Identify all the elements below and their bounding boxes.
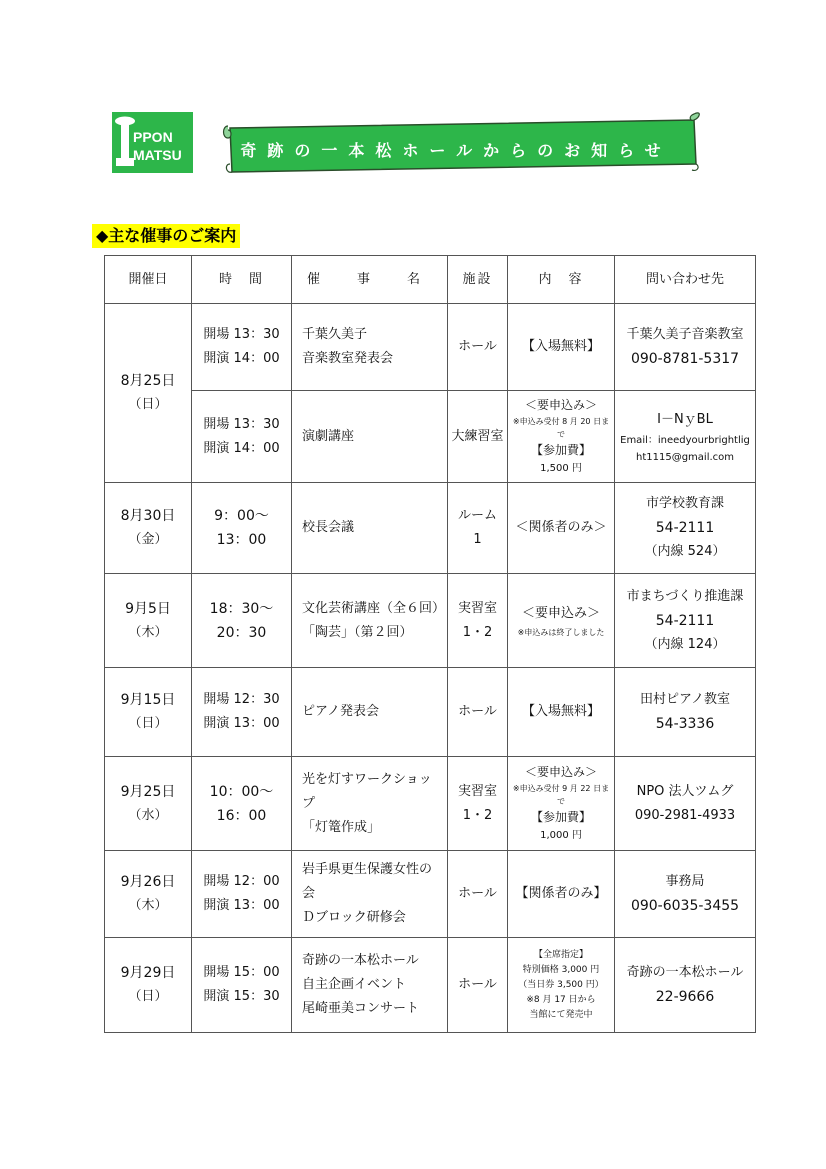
facility-cell: ホール bbox=[448, 304, 508, 391]
time-cell: 開場 12：00 開演 13：00 bbox=[192, 851, 292, 938]
facility-cell: ホール bbox=[448, 668, 508, 757]
time-cell: 開場 12：30 開演 13：00 bbox=[192, 668, 292, 757]
table-row bbox=[105, 668, 756, 757]
table-header-row bbox=[105, 256, 756, 304]
time-cell: 9：00～ 13：00 bbox=[192, 483, 292, 574]
contact-cell: 千葉久美子音楽教室 090-8781-5317 bbox=[615, 304, 756, 391]
facility-cell: 実習室 1・2 bbox=[448, 757, 508, 851]
date-cell: 9月5日 （木） bbox=[105, 574, 192, 668]
event-cell: 千葉久美子 音楽教室発表会 bbox=[292, 304, 448, 391]
content-cell: ＜関係者のみ＞ bbox=[508, 483, 615, 574]
time-cell: 10：00～ 16：00 bbox=[192, 757, 292, 851]
facility-cell: 大練習室 bbox=[448, 391, 508, 483]
header-time: 時 間 bbox=[192, 256, 292, 304]
table-row bbox=[105, 574, 756, 668]
date-cell: 9月25日 （水） bbox=[105, 757, 192, 851]
contact-cell: 田村ピアノ教室 54-3336 bbox=[615, 668, 756, 757]
content-cell: 【入場無料】 bbox=[508, 304, 615, 391]
header-content: 内 容 bbox=[508, 256, 615, 304]
contact-cell: 市学校教育課 54-2111 （内線 524） bbox=[615, 483, 756, 574]
announcement-banner bbox=[222, 112, 700, 178]
table-row bbox=[105, 757, 756, 851]
events-table bbox=[104, 255, 756, 1033]
content-cell: ＜要申込み＞ ※申込み受付 8 月 20 日まで 【参加費】 1,500 円 bbox=[508, 391, 615, 483]
table-row bbox=[105, 391, 756, 483]
table-row bbox=[105, 851, 756, 938]
contact-cell: 市まちづくり推進課 54-2111 （内線 124） bbox=[615, 574, 756, 668]
content-cell: 【入場無料】 bbox=[508, 668, 615, 757]
contact-cell: I－NｙBL Email：ineedyourbrightlig ht1115@gmail.com bbox=[615, 391, 756, 483]
section-heading: ◆主な催事のご案内 bbox=[92, 224, 240, 248]
logo-text-ppon: PPON bbox=[133, 129, 173, 145]
content-cell: ＜要申込み＞ ※申込みは終了しました bbox=[508, 574, 615, 668]
event-cell: 演劇講座 bbox=[292, 391, 448, 483]
contact-cell: NPO 法人ツムグ 090-2981-4933 bbox=[615, 757, 756, 851]
date-cell: 9月26日 （木） bbox=[105, 851, 192, 938]
table-row bbox=[105, 304, 756, 391]
time-cell: 開場 13：30 開演 14：00 bbox=[192, 304, 292, 391]
facility-cell: ルーム 1 bbox=[448, 483, 508, 574]
header-date: 開催日 bbox=[105, 256, 192, 304]
header-facility: 施設 bbox=[448, 256, 508, 304]
date-cell: 8月25日 （日） bbox=[105, 304, 192, 483]
event-cell: 校長会議 bbox=[292, 483, 448, 574]
event-cell: 岩手県更生保護女性の会 Ｄブロック研修会 bbox=[292, 851, 448, 938]
facility-cell: ホール bbox=[448, 851, 508, 938]
contact-cell: 奇跡の一本松ホール 22-9666 bbox=[615, 938, 756, 1033]
content-cell: 【関係者のみ】 bbox=[508, 851, 615, 938]
date-cell: 8月30日 （金） bbox=[105, 483, 192, 574]
logo-text-matsu: MATSU bbox=[133, 147, 182, 163]
contact-cell: 事務局 090-6035-3455 bbox=[615, 851, 756, 938]
pine-tree-one-icon bbox=[112, 112, 193, 173]
header-contact: 問い合わせ先 bbox=[615, 256, 756, 304]
event-cell: 光を灯すワークショップ 「灯篭作成」 bbox=[292, 757, 448, 851]
time-cell: 18：30～ 20：30 bbox=[192, 574, 292, 668]
event-cell: 奇跡の一本松ホール 自主企画イベント 尾崎亜美コンサート bbox=[292, 938, 448, 1033]
time-cell: 開場 13：30 開演 14：00 bbox=[192, 391, 292, 483]
content-cell: 【全席指定】 特別価格 3,000 円 （当日券 3,500 円） ※8 月 17 日から 当館にて発売中 bbox=[508, 938, 615, 1033]
facility-cell: 実習室 1・2 bbox=[448, 574, 508, 668]
banner-title: 奇跡の一本松ホールからのお知らせ bbox=[240, 141, 672, 160]
date-cell: 9月15日 （日） bbox=[105, 668, 192, 757]
table-row bbox=[105, 938, 756, 1033]
facility-cell: ホール bbox=[448, 938, 508, 1033]
table-row bbox=[105, 483, 756, 574]
content-cell: ＜要申込み＞ ※申込み受付 9 月 22 日まで 【参加費】 1,000 円 bbox=[508, 757, 615, 851]
header-event-name: 催 事 名 bbox=[292, 256, 448, 304]
ippon-matsu-logo bbox=[112, 112, 193, 173]
event-cell: ピアノ発表会 bbox=[292, 668, 448, 757]
event-cell: 文化芸術講座（全６回） 「陶芸」（第２回） bbox=[292, 574, 448, 668]
time-cell: 開場 15：00 開演 15：30 bbox=[192, 938, 292, 1033]
date-cell: 9月29日 （日） bbox=[105, 938, 192, 1033]
